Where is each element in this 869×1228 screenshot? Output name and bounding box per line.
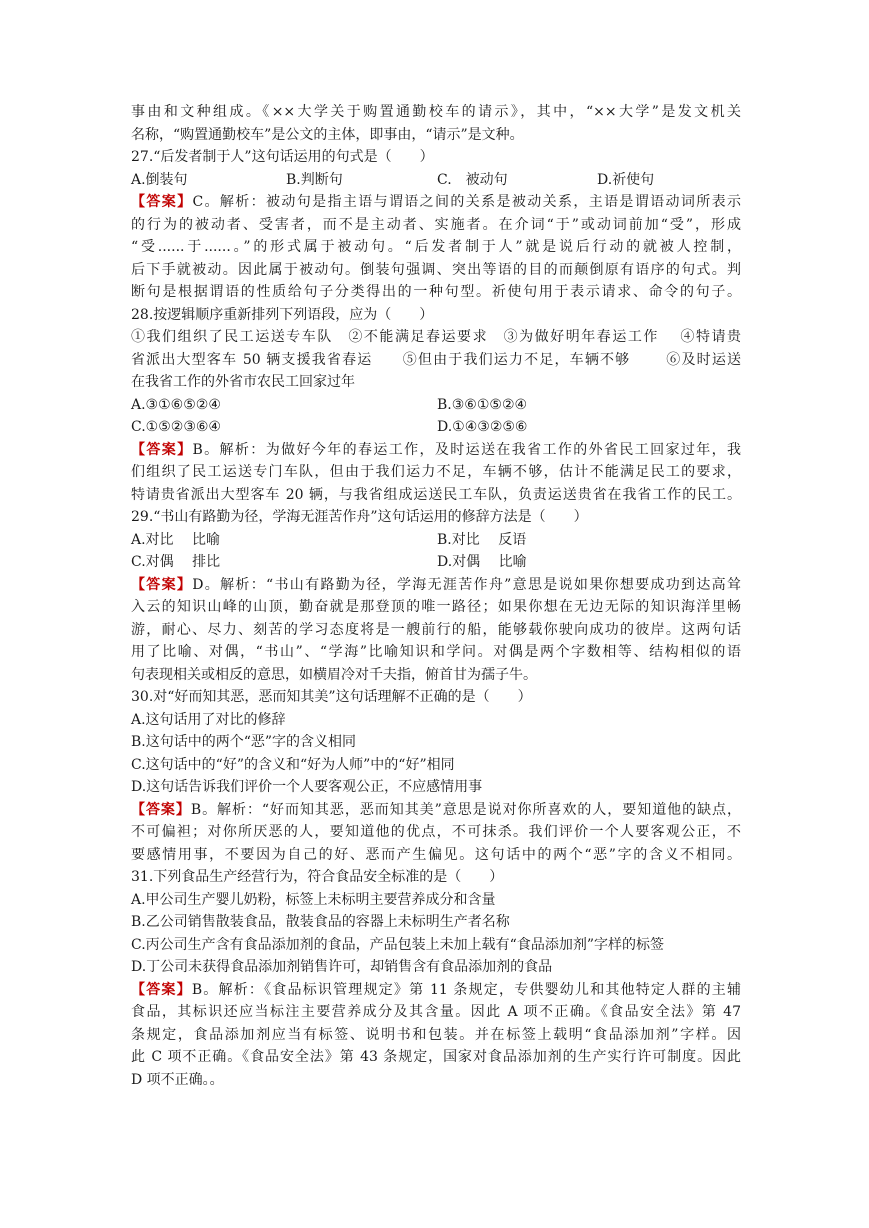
answer-line [131, 799, 741, 822]
answer-line: 食品，其标识还应当标注主要营养成分及其含量。因此 A 项不正确。《食品安全法》第 47 [131, 1004, 741, 1020]
answer-line [131, 191, 741, 214]
answer-tag: 【答案】 [131, 981, 192, 998]
option-a: A.③①⑥⑤②④ [131, 396, 221, 413]
option-d: D.对偶 比喻 [437, 554, 527, 570]
question-28-options-row [131, 416, 741, 439]
option-c: C.①⑤②③⑥④ [131, 419, 221, 435]
answer-tag: 【答案】 [131, 576, 193, 593]
answer-line [131, 574, 741, 597]
answer-text: B。解析：《食品标识管理规定》第 11 条规定，专供婴幼儿和其他特定人群的主辅 [191, 981, 741, 998]
answer-text: C。解析：被动句是指主语与谓语之间的关系是被动关系，主语是谓语动词所表示 [192, 194, 741, 210]
answer-tag: 【答案】 [131, 801, 191, 818]
document-page [131, 101, 741, 1091]
answer-line: 的行为的被动者、受害者，而不是主动者、实施者。在介词“于”或动词前加“受”，形成 [131, 216, 741, 233]
answer-tag: 【答案】 [131, 441, 193, 458]
answer-line: 游，耐心、尽力、刻苦的学习态度将是一艘前行的船，能够载你驶向成功的彼岸。这两句话 [131, 621, 741, 638]
answer-line: D 项不正确。。 [131, 1071, 224, 1088]
answer-line: 后下手就被动。因此属于被动句。倒装句强调、突出等语的目的而颠倒原有语序的句式。判 [131, 261, 741, 278]
answer-line: 用了比喻、对偶，“书山”、“学海”比喻知识和学问。对偶是两个字数相等、结构相似的语 [131, 644, 741, 660]
option-b: B.对比 反语 [437, 531, 527, 548]
option-c: C.丙公司生产含有食品添加剂的食品，产品包装上未加上载有“食品添加剂”字样的标签 [131, 936, 664, 953]
option-c: C.这句话中的“好”的含义和“好为人师”中的“好”相同 [131, 756, 455, 773]
question-28-options-row [131, 394, 741, 417]
question-28-passage-line: ①我们组织了民工运送专车队 ②不能满足春运要求 ③为做好明年春运工作 ④特请贵 [131, 329, 741, 345]
question-29-options-row [131, 529, 741, 552]
answer-text: D。解析：“书山有路勤为径，学海无涯苦作舟”意思是说如果你想要成功到达高耸 [192, 576, 741, 593]
option-d: D.丁公司未获得食品添加剂销售许可，却销售含有食品添加剂的食品 [131, 959, 553, 975]
option-d: D.祈使句 [597, 171, 655, 188]
answer-line [131, 979, 741, 1002]
option-a: A.对比 比喻 [131, 531, 221, 548]
answer-line: 句表现相关或相反的意思，如横眉冷对千夫指，俯首甘为孺子牛。 [131, 666, 537, 683]
option-b: B.判断句 [286, 171, 343, 188]
question-28-passage-line: 省派出大型客车 50 辆支援我省春运 ⑤但由于我们运力不足，车辆不够 ⑥及时运送 [131, 351, 741, 368]
answer-line: 条规定，食品添加剂应当有标签、说明书和包装。并在标签上载明“食品添加剂”字样。因 [131, 1026, 741, 1043]
answer-line: 们组织了民工运送专门车队，但由于我们运力不足，车辆不够，估计不能满足民工的要求， [131, 464, 741, 480]
answer-line: 特请贵省派出大型客车 20 辆，与我省组成运送民工车队，负责运送贵省在我省工作的民工。 [131, 486, 741, 503]
option-a: A.倒装句 [131, 171, 188, 188]
answer-line: 入云的知识山峰的山顶，勤奋就是那登顶的唯一路径；如果你想在无边无际的知识海洋里畅 [131, 599, 741, 615]
question-29-options-row [131, 551, 741, 574]
text-line: 名称，“购置通勤校车”是公文的主体，即事由，“请示”是文种。 [131, 126, 524, 143]
answer-line [131, 439, 741, 462]
option-b: B.③⑥①⑤②④ [437, 396, 528, 413]
text-line: 事由和文种组成。《××大学关于购置通勤校车的请示》，其中，“××大学”是发文机关 [131, 104, 741, 120]
option-b: B.这句话中的两个“恶”字的含义相同 [131, 734, 357, 750]
question-28-stem: 28.按逻辑顺序重新排列下列语段，应为（ ） [131, 306, 434, 323]
answer-text: B。解析：为做好今年的春运工作，及时运送在我省工作的外省民工回家过年，我 [192, 441, 741, 458]
answer-line: 要感情用事，不要因为自己的好、恶而产生偏见。这句话中的两个“恶”字的含义不相同。 [131, 846, 741, 863]
option-d: D.这句话告诉我们评价一个人要客观公正，不应感情用事 [131, 779, 483, 795]
question-30-stem: 30.对“好而知其恶，恶而知其美”这句话理解不正确的是（ ） [131, 689, 532, 705]
question-29-stem: 29.“书山有路勤为径，学海无涯苦作舟”这句话运用的修辞方法是（ ） [131, 509, 588, 525]
answer-line: “受......于......。”的形式属于被动句。“后发者制于人”就是说后行动的就被人控制， [131, 239, 741, 255]
answer-tag: 【答案】 [131, 194, 193, 210]
question-27-stem: 27.“后发者制于人”这句话运用的句式是（ ） [131, 149, 434, 165]
option-a: A.这句话用了对比的修辞 [131, 711, 286, 728]
option-a: A.甲公司生产婴儿奶粉，标签上未标明主要营养成分和含量 [131, 891, 496, 908]
option-b: B.乙公司销售散装食品，散装食品的容器上未标明生产者名称 [131, 914, 510, 930]
answer-line: 此 C 项不正确。《食品安全法》第 43 条规定，国家对食品添加剂的生产实行许可制度。因此 [131, 1049, 741, 1065]
option-c: C.对偶 排比 [131, 554, 221, 570]
answer-line: 断句是根据谓语的性质给句子分类得出的一种句型。祈使句用于表示请求、命令的句子。 [131, 284, 741, 300]
question-28-passage-line: 在我省工作的外省市农民工回家过年 [131, 374, 355, 390]
option-c: C. 被动句 [437, 171, 508, 188]
question-31-stem: 31.下列食品生产经营行为，符合食品安全标准的是（ ） [131, 869, 504, 885]
answer-text: B。解析：“好而知其恶，恶而知其美”意思是说对你所喜欢的人，要知道他的缺点， [190, 801, 741, 818]
option-d: D.①④③②⑤⑥ [437, 419, 528, 435]
answer-line: 不可偏袒；对你所厌恶的人，要知道他的优点，不可抹杀。我们评价一个人要客观公正，不 [131, 824, 741, 840]
question-27-options [131, 169, 741, 192]
